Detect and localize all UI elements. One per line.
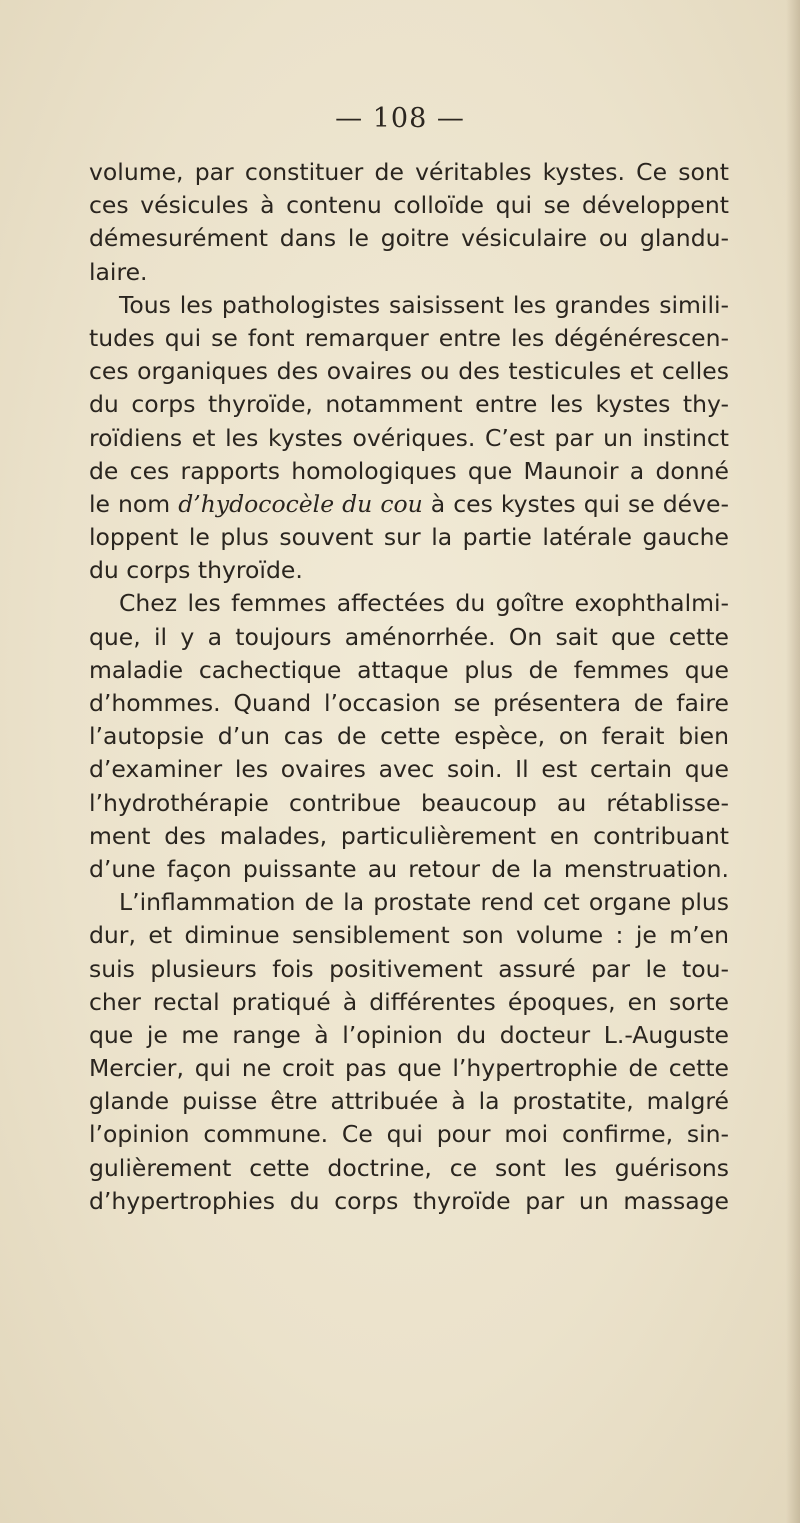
- text-line: que je me range à l’opinion du docteur L.-Auguste: [89, 1020, 729, 1049]
- text-line: gulièrement cette doctrine, ce sont les guérisons: [89, 1153, 729, 1182]
- text-line: L’inflammation de la prostate rend cet organe plus: [119, 888, 729, 917]
- text-line: volume, par constituer de véritables kystes. Ce sont: [89, 158, 729, 186]
- text-line: [89, 488, 729, 521]
- page-edge-shadow: [786, 0, 800, 1523]
- text-line: ment des malades, particulièrement en contribuant: [89, 821, 729, 850]
- italic-term: d’hydococèle du cou: [178, 489, 423, 518]
- page-number: — 108 —: [335, 103, 465, 134]
- text-segment: à ces kystes qui se déve-: [422, 489, 729, 518]
- text-line: suis plusieurs fois positivement assuré par le tou-: [89, 954, 729, 983]
- text-line: dur, et diminue sensiblement son volume : je m’en: [89, 921, 729, 950]
- text-line: l’autopsie d’un cas de cette espèce, on ferait bien: [89, 722, 729, 751]
- text-line: d’examiner les ovaires avec soin. Il est certain que: [89, 755, 729, 784]
- text-line: ces vésicules à contenu colloïde qui se développent: [89, 191, 729, 220]
- body-text: [89, 156, 729, 1218]
- text-line: loppent le plus souvent sur la partie latérale gauche: [89, 523, 729, 552]
- text-line: Chez les femmes affectées du goître exophthalmi-: [119, 589, 729, 618]
- text-line: que, il y a toujours aménorrhée. On sait que cette: [89, 622, 729, 651]
- text-line: de ces rapports homologiques que Maunoir a donné: [89, 456, 729, 485]
- text-line: ces organiques des ovaires ou des testicules et celles: [89, 357, 729, 386]
- text-line: Tous les pathologistes saisissent les grandes simili-: [119, 290, 729, 319]
- text-line: l’hydrothérapie contribue beaucoup au rétablisse-: [89, 788, 729, 817]
- text-line: laire.: [89, 257, 148, 286]
- text-line: maladie cachectique attaque plus de femmes que: [89, 655, 729, 684]
- text-line: d’hypertrophies du corps thyroïde par un massage: [89, 1186, 729, 1215]
- text-line: du corps thyroïde, notamment entre les kystes thy-: [89, 390, 729, 419]
- text-line: démesurément dans le goitre vésiculaire ou glandu-: [89, 224, 729, 253]
- text-line: l’opinion commune. Ce qui pour moi confirme, sin-: [89, 1120, 729, 1149]
- text-line: tudes qui se font remarquer entre les dégénérescen-: [89, 323, 729, 352]
- text-segment: le nom: [89, 489, 179, 518]
- text-line: Mercier, qui ne croit pas que l’hypertrophie de cette: [89, 1054, 729, 1083]
- text-line: roïdiens et les kystes ovériques. C’est par un instinct: [89, 423, 729, 452]
- text-line: d’une façon puissante au retour de la menstruation.: [89, 854, 729, 883]
- text-line: du corps thyroïde.: [89, 556, 303, 585]
- text-line: d’hommes. Quand l’occasion se présentera de faire: [89, 689, 729, 717]
- text-line: cher rectal pratiqué à différentes époques, en sorte: [89, 987, 729, 1016]
- text-line: glande puisse être attribuée à la prostatite, malgré: [89, 1087, 729, 1116]
